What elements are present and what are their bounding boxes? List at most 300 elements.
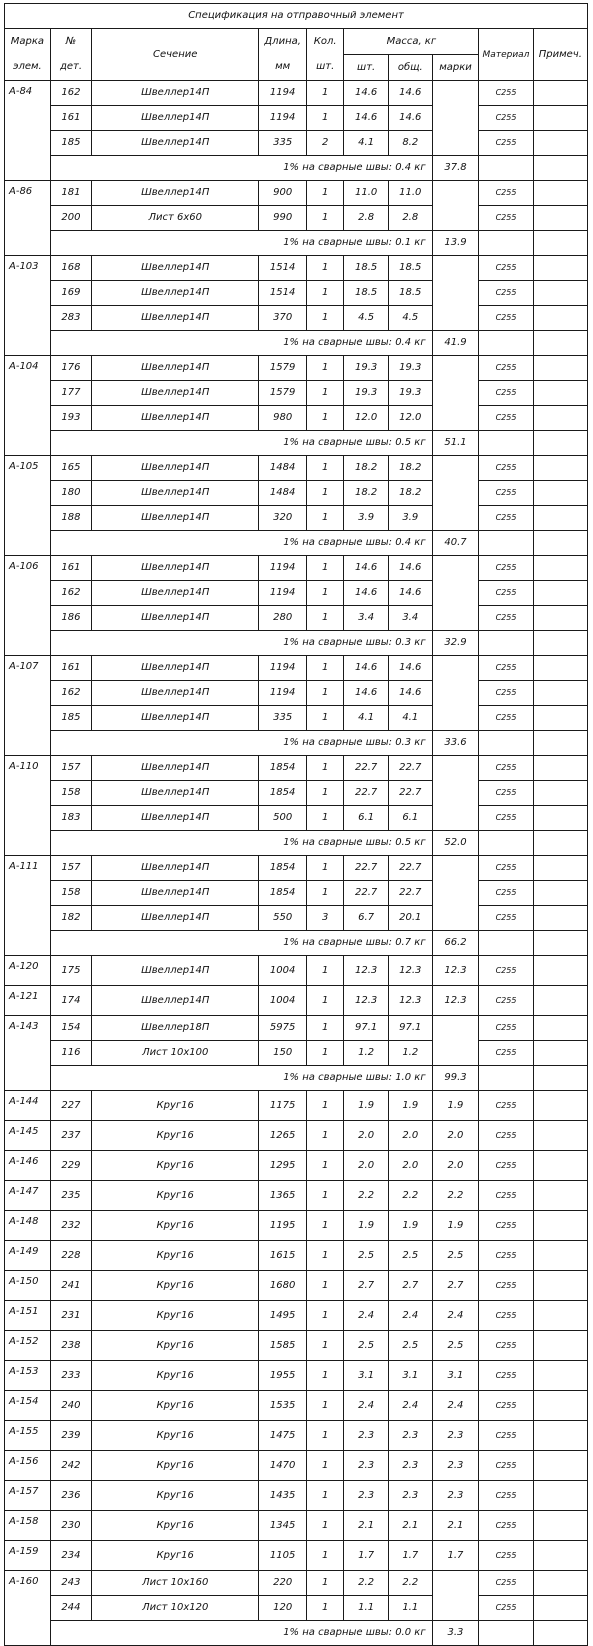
mark-total-mass: 51.1 <box>432 431 479 456</box>
mark-cell: А-104 <box>5 356 51 456</box>
mass-mark-cell: 2.5 <box>432 1241 479 1271</box>
mass-mark-cell <box>432 81 479 156</box>
quantity-cell: 1 <box>307 956 344 986</box>
detail-number-cell: 161 <box>50 556 91 581</box>
mass-piece-cell: 4.5 <box>344 306 389 331</box>
note-cell <box>533 681 587 706</box>
mass-piece-cell: 2.4 <box>344 1391 389 1421</box>
mark-total-mass: 40.7 <box>432 531 479 556</box>
table-row <box>5 1511 588 1541</box>
note-cell <box>533 281 587 306</box>
header-qty: Кол. <box>307 29 344 55</box>
table-row <box>5 581 588 606</box>
note-cell <box>533 656 587 681</box>
mass-piece-cell: 97.1 <box>344 1016 389 1041</box>
mark-cell: А-107 <box>5 656 51 756</box>
note-cell <box>533 1121 587 1151</box>
mass-piece-cell: 2.1 <box>344 1511 389 1541</box>
material-cell: С255 <box>479 906 533 931</box>
table-row <box>5 781 588 806</box>
mass-total-cell: 14.6 <box>388 681 432 706</box>
mass-piece-cell: 2.7 <box>344 1271 389 1301</box>
mass-piece-cell: 2.5 <box>344 1241 389 1271</box>
quantity-cell: 1 <box>307 456 344 481</box>
table-row <box>5 181 588 206</box>
note-cell <box>533 1331 587 1361</box>
mass-piece-cell: 2.2 <box>344 1181 389 1211</box>
mass-piece-cell: 22.7 <box>344 756 389 781</box>
section-cell: Лист 10х120 <box>92 1596 259 1621</box>
mass-total-cell: 12.0 <box>388 406 432 431</box>
section-cell: Швеллер14П <box>92 806 259 831</box>
mass-total-cell: 1.9 <box>388 1211 432 1241</box>
mark-total-mass: 13.9 <box>432 231 479 256</box>
length-cell: 1004 <box>259 986 307 1016</box>
detail-number-cell: 161 <box>50 656 91 681</box>
section-cell: Круг16 <box>92 1121 259 1151</box>
section-cell: Швеллер14П <box>92 506 259 531</box>
length-cell: 1484 <box>259 456 307 481</box>
mass-total-cell: 2.0 <box>388 1151 432 1181</box>
mass-piece-cell: 22.7 <box>344 881 389 906</box>
weld-allowance-text: 1% на сварные швы: 1.0 кг <box>50 1066 432 1091</box>
material-cell: С255 <box>479 806 533 831</box>
mass-total-cell: 4.5 <box>388 306 432 331</box>
detail-number-cell: 240 <box>50 1391 91 1421</box>
material-cell: С255 <box>479 131 533 156</box>
mass-mark-cell: 1.7 <box>432 1541 479 1571</box>
quantity-cell: 1 <box>307 1211 344 1241</box>
material-cell: С255 <box>479 1151 533 1181</box>
material-cell: С255 <box>479 1541 533 1571</box>
length-cell: 1615 <box>259 1241 307 1271</box>
table-row <box>5 481 588 506</box>
material-cell: С255 <box>479 881 533 906</box>
header-mass-mark: марки <box>432 55 479 81</box>
note-cell <box>533 606 587 631</box>
material-cell <box>479 831 533 856</box>
detail-number-cell: 158 <box>50 881 91 906</box>
length-cell: 1585 <box>259 1331 307 1361</box>
section-cell: Круг16 <box>92 1331 259 1361</box>
quantity-cell: 1 <box>307 1016 344 1041</box>
mass-piece-cell: 4.1 <box>344 706 389 731</box>
material-cell: С255 <box>479 681 533 706</box>
detail-number-cell: 161 <box>50 106 91 131</box>
header-mark-sub: элем. <box>5 55 51 81</box>
mass-total-cell: 2.5 <box>388 1241 432 1271</box>
note-cell <box>533 106 587 131</box>
mark-cell: А-153 <box>5 1361 51 1391</box>
header-length-unit: мм <box>259 55 307 81</box>
header-material: Материал <box>479 29 533 81</box>
material-cell <box>479 631 533 656</box>
table-row <box>5 1391 588 1421</box>
length-cell: 1295 <box>259 1151 307 1181</box>
mass-piece-cell: 14.6 <box>344 581 389 606</box>
mass-mark-cell: 2.3 <box>432 1451 479 1481</box>
mass-piece-cell: 19.3 <box>344 381 389 406</box>
length-cell: 1004 <box>259 956 307 986</box>
quantity-cell: 1 <box>307 806 344 831</box>
section-cell: Швеллер14П <box>92 106 259 131</box>
note-cell <box>533 306 587 331</box>
note-cell <box>533 1596 587 1621</box>
detail-number-cell: 230 <box>50 1511 91 1541</box>
table-row <box>5 1091 588 1121</box>
mass-piece-cell: 3.9 <box>344 506 389 531</box>
section-cell: Круг16 <box>92 1451 259 1481</box>
mark-total-mass: 37.8 <box>432 156 479 181</box>
mass-piece-cell: 18.2 <box>344 481 389 506</box>
detail-number-cell: 229 <box>50 1151 91 1181</box>
section-cell: Швеллер14П <box>92 706 259 731</box>
mass-piece-cell: 12.3 <box>344 956 389 986</box>
table-row <box>5 1301 588 1331</box>
material-cell: С255 <box>479 1241 533 1271</box>
mass-piece-cell: 14.6 <box>344 81 389 106</box>
material-cell: С255 <box>479 1571 533 1596</box>
detail-number-cell: 234 <box>50 1541 91 1571</box>
length-cell: 1854 <box>259 781 307 806</box>
mark-cell: А-160 <box>5 1571 51 1646</box>
mass-total-cell: 2.2 <box>388 1181 432 1211</box>
mass-piece-cell: 14.6 <box>344 106 389 131</box>
note-cell <box>533 556 587 581</box>
mass-total-cell: 22.7 <box>388 781 432 806</box>
mass-mark-cell <box>432 1571 479 1621</box>
section-cell: Лист 6х60 <box>92 206 259 231</box>
section-cell: Круг16 <box>92 1091 259 1121</box>
mass-mark-cell: 2.3 <box>432 1481 479 1511</box>
header-det: № <box>50 29 91 55</box>
table-row <box>5 1211 588 1241</box>
material-cell: С255 <box>479 1451 533 1481</box>
mass-piece-cell: 2.0 <box>344 1151 389 1181</box>
subtotal-row <box>5 731 588 756</box>
material-cell: С255 <box>479 1481 533 1511</box>
section-cell: Круг16 <box>92 1541 259 1571</box>
quantity-cell: 1 <box>307 1241 344 1271</box>
mass-mark-cell <box>432 756 479 831</box>
mass-mark-cell: 1.9 <box>432 1091 479 1121</box>
weld-allowance-text: 1% на сварные швы: 0.1 кг <box>50 231 432 256</box>
specification-table <box>4 3 588 1646</box>
material-cell: С255 <box>479 1421 533 1451</box>
mark-cell: А-105 <box>5 456 51 556</box>
material-cell: С255 <box>479 986 533 1016</box>
mass-mark-cell: 2.0 <box>432 1121 479 1151</box>
mass-mark-cell: 2.0 <box>432 1151 479 1181</box>
section-cell: Лист 10х160 <box>92 1571 259 1596</box>
mass-total-cell: 2.5 <box>388 1331 432 1361</box>
mass-piece-cell: 4.1 <box>344 131 389 156</box>
subtotal-row <box>5 231 588 256</box>
quantity-cell: 1 <box>307 1121 344 1151</box>
quantity-cell: 1 <box>307 206 344 231</box>
table-row <box>5 506 588 531</box>
mass-piece-cell: 2.3 <box>344 1481 389 1511</box>
note-cell <box>533 706 587 731</box>
quantity-cell: 1 <box>307 1481 344 1511</box>
material-cell: С255 <box>479 1301 533 1331</box>
table-row <box>5 756 588 781</box>
material-cell: С255 <box>479 781 533 806</box>
section-cell: Швеллер14П <box>92 756 259 781</box>
mass-total-cell: 3.9 <box>388 506 432 531</box>
length-cell: 1175 <box>259 1091 307 1121</box>
material-cell: С255 <box>479 581 533 606</box>
detail-number-cell: 233 <box>50 1361 91 1391</box>
quantity-cell: 1 <box>307 881 344 906</box>
mark-total-mass: 32.9 <box>432 631 479 656</box>
mass-total-cell: 22.7 <box>388 881 432 906</box>
table-row <box>5 256 588 281</box>
section-cell: Швеллер14П <box>92 281 259 306</box>
detail-number-cell: 193 <box>50 406 91 431</box>
note-cell <box>533 256 587 281</box>
mark-total-mass: 66.2 <box>432 931 479 956</box>
mark-cell: А-145 <box>5 1121 51 1151</box>
length-cell: 1514 <box>259 256 307 281</box>
header-qty-unit: шт. <box>307 55 344 81</box>
mark-cell: А-121 <box>5 986 51 1016</box>
material-cell: С255 <box>479 856 533 881</box>
quantity-cell: 1 <box>307 406 344 431</box>
weld-allowance-text: 1% на сварные швы: 0.4 кг <box>50 531 432 556</box>
mass-piece-cell: 2.4 <box>344 1301 389 1331</box>
mass-total-cell: 18.5 <box>388 256 432 281</box>
subtotal-row <box>5 631 588 656</box>
length-cell: 5975 <box>259 1016 307 1041</box>
note-cell <box>533 756 587 781</box>
mass-mark-cell: 12.3 <box>432 986 479 1016</box>
table-row <box>5 1541 588 1571</box>
table-row <box>5 1041 588 1066</box>
mass-mark-cell <box>432 856 479 931</box>
detail-number-cell: 186 <box>50 606 91 631</box>
note-cell <box>533 1571 587 1596</box>
material-cell: С255 <box>479 406 533 431</box>
weld-allowance-text: 1% на сварные швы: 0.4 кг <box>50 156 432 181</box>
mark-cell: А-152 <box>5 1331 51 1361</box>
length-cell: 1535 <box>259 1391 307 1421</box>
mass-piece-cell: 3.1 <box>344 1361 389 1391</box>
mass-total-cell: 8.2 <box>388 131 432 156</box>
section-cell: Лист 10х100 <box>92 1041 259 1066</box>
mass-mark-cell <box>432 256 479 331</box>
note-cell <box>533 881 587 906</box>
detail-number-cell: 200 <box>50 206 91 231</box>
material-cell <box>479 156 533 181</box>
table-row <box>5 1481 588 1511</box>
weld-allowance-text: 1% на сварные швы: 0.4 кг <box>50 331 432 356</box>
length-cell: 1955 <box>259 1361 307 1391</box>
mass-total-cell: 1.2 <box>388 1041 432 1066</box>
mark-total-mass: 3.3 <box>432 1621 479 1646</box>
note-cell <box>533 181 587 206</box>
detail-number-cell: 244 <box>50 1596 91 1621</box>
quantity-cell: 1 <box>307 381 344 406</box>
note-cell <box>533 131 587 156</box>
mass-total-cell: 6.1 <box>388 806 432 831</box>
detail-number-cell: 168 <box>50 256 91 281</box>
note-cell <box>533 356 587 381</box>
quantity-cell: 1 <box>307 781 344 806</box>
note-cell <box>533 1181 587 1211</box>
mass-total-cell: 14.6 <box>388 581 432 606</box>
note-cell <box>533 631 587 656</box>
table-row <box>5 131 588 156</box>
table-row <box>5 1421 588 1451</box>
detail-number-cell: 236 <box>50 1481 91 1511</box>
mark-cell: А-106 <box>5 556 51 656</box>
quantity-cell: 1 <box>307 306 344 331</box>
length-cell: 1680 <box>259 1271 307 1301</box>
subtotal-row <box>5 1066 588 1091</box>
quantity-cell: 1 <box>307 1151 344 1181</box>
mass-total-cell: 2.2 <box>388 1571 432 1596</box>
mass-mark-cell: 2.4 <box>432 1391 479 1421</box>
table-row <box>5 81 588 106</box>
material-cell: С255 <box>479 381 533 406</box>
weld-allowance-text: 1% на сварные швы: 0.5 кг <box>50 431 432 456</box>
quantity-cell: 1 <box>307 656 344 681</box>
mark-cell: А-148 <box>5 1211 51 1241</box>
mass-mark-cell <box>432 656 479 731</box>
length-cell: 1854 <box>259 856 307 881</box>
material-cell <box>479 1621 533 1646</box>
detail-number-cell: 243 <box>50 1571 91 1596</box>
material-cell: С255 <box>479 1271 533 1301</box>
note-cell <box>533 581 587 606</box>
table-row <box>5 906 588 931</box>
section-cell: Круг16 <box>92 1301 259 1331</box>
note-cell <box>533 806 587 831</box>
mass-piece-cell: 2.8 <box>344 206 389 231</box>
mass-total-cell: 22.7 <box>388 756 432 781</box>
section-cell: Швеллер14П <box>92 556 259 581</box>
mass-total-cell: 2.1 <box>388 1511 432 1541</box>
mass-mark-cell <box>432 181 479 231</box>
note-cell <box>533 931 587 956</box>
mass-total-cell: 3.4 <box>388 606 432 631</box>
mass-total-cell: 97.1 <box>388 1016 432 1041</box>
table-row <box>5 1271 588 1301</box>
section-cell: Швеллер14П <box>92 681 259 706</box>
note-cell <box>533 456 587 481</box>
mass-total-cell: 2.4 <box>388 1391 432 1421</box>
header-mass-total: общ. <box>388 55 432 81</box>
material-cell: С255 <box>479 256 533 281</box>
note-cell <box>533 906 587 931</box>
section-cell: Швеллер14П <box>92 406 259 431</box>
section-cell: Швеллер14П <box>92 781 259 806</box>
mass-piece-cell: 1.7 <box>344 1541 389 1571</box>
material-cell: С255 <box>479 1121 533 1151</box>
length-cell: 1194 <box>259 556 307 581</box>
mass-total-cell: 20.1 <box>388 906 432 931</box>
section-cell: Швеллер14П <box>92 81 259 106</box>
detail-number-cell: 239 <box>50 1421 91 1451</box>
length-cell: 1194 <box>259 656 307 681</box>
section-cell: Швеллер14П <box>92 606 259 631</box>
quantity-cell: 1 <box>307 356 344 381</box>
quantity-cell: 1 <box>307 481 344 506</box>
section-cell: Швеллер14П <box>92 181 259 206</box>
length-cell: 1579 <box>259 381 307 406</box>
header-det-sub: дет. <box>50 55 91 81</box>
detail-number-cell: 154 <box>50 1016 91 1041</box>
section-cell: Швеллер18П <box>92 1016 259 1041</box>
mass-total-cell: 19.3 <box>388 381 432 406</box>
weld-allowance-text: 1% на сварные швы: 0.3 кг <box>50 731 432 756</box>
mass-piece-cell: 22.7 <box>344 856 389 881</box>
section-cell: Круг16 <box>92 1211 259 1241</box>
length-cell: 980 <box>259 406 307 431</box>
table-row <box>5 356 588 381</box>
material-cell: С255 <box>479 1041 533 1066</box>
header-mass-piece: шт. <box>344 55 389 81</box>
material-cell: С255 <box>479 481 533 506</box>
quantity-cell: 1 <box>307 1571 344 1596</box>
quantity-cell: 1 <box>307 181 344 206</box>
detail-number-cell: 228 <box>50 1241 91 1271</box>
detail-number-cell: 182 <box>50 906 91 931</box>
mass-mark-cell: 2.5 <box>432 1331 479 1361</box>
mass-piece-cell: 11.0 <box>344 181 389 206</box>
mark-total-mass: 33.6 <box>432 731 479 756</box>
length-cell: 1854 <box>259 756 307 781</box>
detail-number-cell: 227 <box>50 1091 91 1121</box>
detail-number-cell: 116 <box>50 1041 91 1066</box>
material-cell <box>479 731 533 756</box>
mass-total-cell: 2.3 <box>388 1421 432 1451</box>
note-cell <box>533 431 587 456</box>
material-cell: С255 <box>479 356 533 381</box>
quantity-cell: 1 <box>307 506 344 531</box>
quantity-cell: 1 <box>307 1391 344 1421</box>
detail-number-cell: 157 <box>50 756 91 781</box>
quantity-cell: 1 <box>307 1091 344 1121</box>
note-cell <box>533 231 587 256</box>
mass-total-cell: 2.3 <box>388 1481 432 1511</box>
mark-cell: А-151 <box>5 1301 51 1331</box>
mark-cell: А-120 <box>5 956 51 986</box>
mass-piece-cell: 14.6 <box>344 681 389 706</box>
material-cell: С255 <box>479 181 533 206</box>
section-cell: Швеллер14П <box>92 906 259 931</box>
mass-piece-cell: 3.4 <box>344 606 389 631</box>
section-cell: Круг16 <box>92 1151 259 1181</box>
mark-cell: А-147 <box>5 1181 51 1211</box>
mass-piece-cell: 1.1 <box>344 1596 389 1621</box>
quantity-cell: 1 <box>307 1271 344 1301</box>
mass-piece-cell: 12.0 <box>344 406 389 431</box>
mass-piece-cell: 22.7 <box>344 781 389 806</box>
length-cell: 335 <box>259 706 307 731</box>
length-cell: 1854 <box>259 881 307 906</box>
section-cell: Швеллер14П <box>92 581 259 606</box>
mass-total-cell: 2.7 <box>388 1271 432 1301</box>
table-row <box>5 856 588 881</box>
length-cell: 550 <box>259 906 307 931</box>
detail-number-cell: 183 <box>50 806 91 831</box>
note-cell <box>533 1481 587 1511</box>
note-cell <box>533 506 587 531</box>
quantity-cell: 3 <box>307 906 344 931</box>
mass-total-cell: 1.1 <box>388 1596 432 1621</box>
